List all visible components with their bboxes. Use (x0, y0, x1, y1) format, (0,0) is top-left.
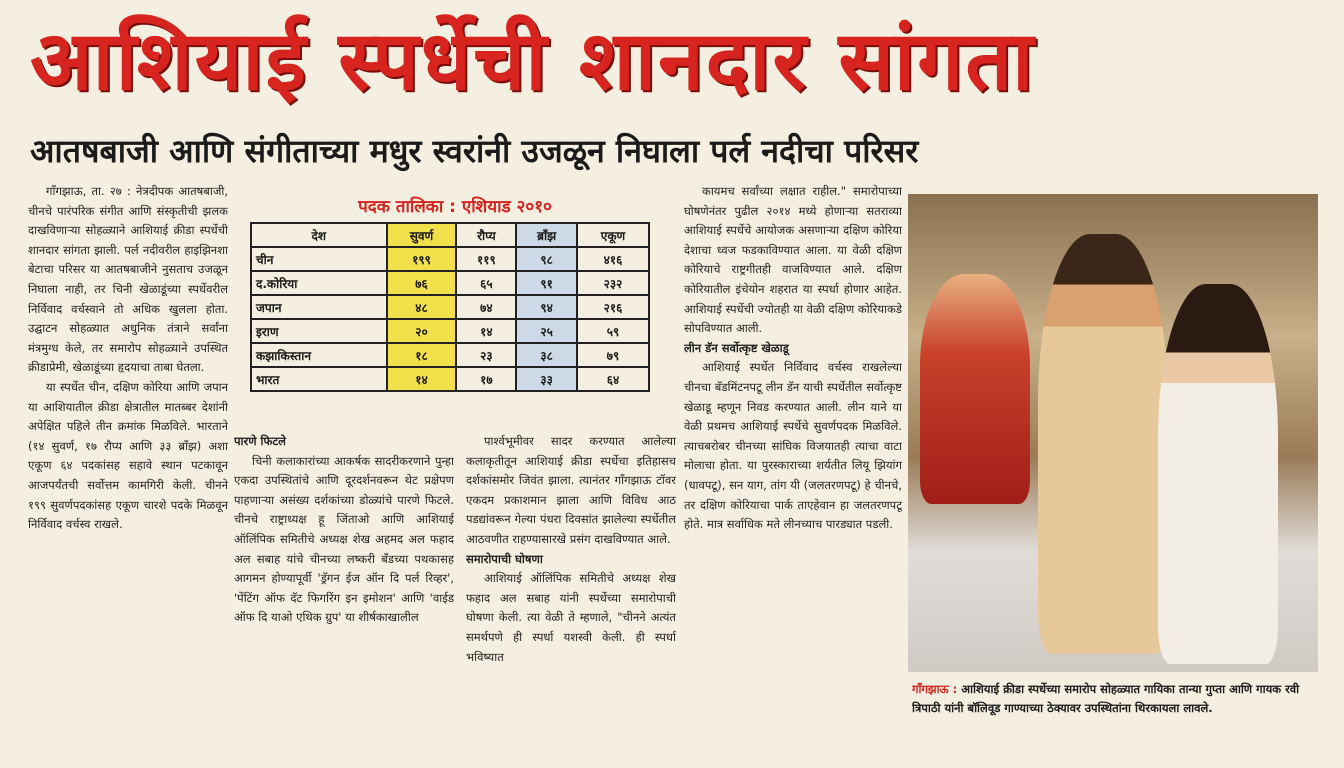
total-cell: २३२ (577, 271, 649, 295)
medal-table-box (250, 192, 660, 418)
medal-table-title: पदक तालिका : एशियाड २०१० (358, 197, 552, 217)
header-bronze: ब्राँझ (516, 223, 577, 247)
total-cell: ७९ (577, 343, 649, 367)
table-header-row (251, 223, 649, 247)
article-column-4 (684, 182, 902, 748)
silver-cell: ७४ (456, 295, 516, 319)
section-heading: पारणे फिटले (234, 434, 286, 448)
bronze-cell: ३३ (516, 367, 577, 391)
table-row (251, 271, 649, 295)
silver-cell: ६५ (456, 271, 516, 295)
total-cell: २१६ (577, 295, 649, 319)
gold-cell: २० (387, 319, 457, 343)
paragraph: आशियाई स्पर्धेत निर्विवाद वर्चस्व राखलेल्या चीनचा बॅडमिंटनपटू लीन डॅन याची स्पर्धेतील सर्वोत्कृष्ट खेळाडू म्हणून निवड करण्यात आली. लीन याने या वेळी प्रथमच आशियाई स्पर्धेचे सुवर्णपदक मिळविले. त्याचबरोबर चीनच्या सांघिक विजयातही त्याचा वाटा मोलाचा होता. या पुरस्काराच्या शर्यतीत लियू झियांग (धावपटू), सन याग, तांग यी (जलतरणपटू) हे चीनचे, तर दक्षिण कोरियाचा पार्क ताएहेवान हा जलतरणपटू होते. मात्र सर्वाधिक मते लीनच्याच पारड्यात पडली. (684, 360, 902, 532)
country-cell: कझाकिस्तान (251, 343, 387, 367)
article-column-1 (28, 182, 228, 748)
bronze-cell: ९८ (516, 247, 577, 271)
male-singer-figure (1038, 234, 1168, 654)
silver-cell: १७ (456, 367, 516, 391)
table-row (251, 295, 649, 319)
article-column-3 (466, 432, 676, 748)
paragraph: चिनी कलाकारांच्या आकर्षक सादरीकरणाने पुन्हा एकदा उपस्थितांचे आणि दूरदर्शनवरून थेट प्रक्षेपण पाहणाऱ्या असंख्य दर्शकांच्या डोळ्यांचे पारणे फिटले. चीनचे राष्ट्राध्यक्ष हू जिंताओ आणि आशियाई ऑलिंपिक समितीचे अध्यक्ष शेख अहमद अल फहाद अल सबाह यांचे चीनच्या लष्करी बँडच्या पथकासह आगमन होण्यापूर्वी 'ड्रॅगन ईज ऑन दि पर्ल रिव्हर', 'पेंटिंग ऑफ दॅट फिगरिंग इन इमोशन' आणि 'वाईड ऑफ दि याओ एथिक ग्रुप' या शीर्षकाखालील (234, 453, 454, 625)
silver-cell: २३ (456, 343, 516, 367)
paragraph: या स्पर्धेत चीन, दक्षिण कोरिया आणि जपान या आशियातील क्रीडा क्षेत्रातील मातब्बर देशांनी अपेक्षित पहिले तीन क्रमांक मिळविले. भारताने (१४ सुवर्ण, १७ रौप्य आणि ३३ ब्राँझ) अशा एकूण ६४ पदकांसह सहावे स्थान पटकावून आजपर्यंतची सर्वोत्तम कामगिरी केली. चीनने १९९ सुवर्णपदकांसह एकूण चारशे पदके मिळवून निर्विवाद वर्चस्व राखले. (28, 379, 228, 532)
table-row (251, 319, 649, 343)
photo-caption (912, 680, 1318, 750)
bronze-cell: २५ (516, 319, 577, 343)
paragraph: गाँगझाऊ, ता. २७ : नेत्रदीपक आतषबाजी, चीनचे पारंपरिक संगीत आणि संस्कृतीची झलक दाखविणाऱ्या सोहळ्याने आशियाई क्रीडा स्पर्धेची शानदार सांगता झाली. पर्ल नदीवरील हाइझिनशा बेटाचा परिसर या आतषबाजीने नुसताच उजळून निघाला नाही, तर चिनी खेळाडूंच्या स्पर्धेवरील निर्विवाद वर्चस्वाने तो अधिक खुलला होता. उद्घाटन सोहळ्यात अधुनिक तंत्राने सर्वांना मंत्रमुग्ध केले, तर समारोप सोहळ्याने उपस्थित क्रीडाप्रेमी, खेळाडूंच्या हृदयाचा ताबा घेतला. (28, 184, 228, 375)
medal-table (250, 222, 650, 392)
country-cell: इराण (251, 319, 387, 343)
bronze-cell: ९१ (516, 271, 577, 295)
section-heading: लीन डॅन सर्वोत्कृष्ट खेळाडू (684, 340, 789, 355)
subheadline: आतषबाजी आणि संगीताच्या मधुर स्वरांनी उजळून निघाला पर्ल नदीचा परिसर (30, 132, 919, 170)
gold-cell: १४ (387, 367, 457, 391)
gold-cell: ७६ (387, 271, 457, 295)
header-silver: रौप्य (456, 223, 516, 247)
bronze-cell: ९४ (516, 295, 577, 319)
section-heading: समारोपाची घोषणा (466, 551, 543, 566)
silver-cell: १४ (456, 319, 516, 343)
paragraph: पार्श्वभूमीवर सादर करण्यात आलेल्या कलाकृतीतून आशियाई क्रीडा स्पर्धेचा इतिहासच दर्शकांसमोर जिवंत झाला. त्यानंतर गाँगझाऊ टॉवर एकदम प्रकाशमान झाला आणि विविध आठ पडद्यांवरून गेल्या पंधरा दिवसांत झालेल्या स्पर्धेतील आठवणीत राहण्यासारखे प्रसंग दाखविण्यात आले. (466, 434, 676, 546)
header-total: एकूण (577, 223, 649, 247)
header-country: देश (251, 223, 387, 247)
table-row (251, 367, 649, 391)
caption-place: गाँगझाऊ : (912, 682, 958, 696)
bronze-cell: ३८ (516, 343, 577, 367)
caption-text: आशियाई क्रीडा स्पर्धेच्या समारोप सोहळ्यात गायिका तान्या गुप्ता आणि गायक रवी त्रिपाठी यांनी बॉलिवूड गाण्याच्या ठेक्यावर उपस्थितांना थिरकायला लावले. (912, 682, 1300, 715)
headline: आशियाई स्पर्धेची शानदार सांगता (30, 14, 1036, 109)
gold-cell: ४८ (387, 295, 457, 319)
paragraph: कायमच सर्वांच्या लक्षात राहील." समारोपाच्या घोषणेनंतर पुढील २०१४ मध्ये होणाऱ्या सतराव्या आशियाई स्पर्धेचे आयोजक असणाऱ्या दक्षिण कोरिया देशाचा ध्वज फडकाविण्यात आला. या वेळी दक्षिण कोरियाचे राष्ट्रगीतही वाजविण्यात आले. दक्षिण कोरियातील इंचेयोन शहरात या स्पर्धा होणार आहेत. आशियाई स्पर्धेची ज्योतही या वेळी दक्षिण कोरियाकडे सोपविण्यात आली. (684, 184, 902, 336)
paragraph: आशियाई ऑलिंपिक समितीचे अध्यक्ष शेख फहाद अल सबाह यांनी स्पर्धेच्या समारोपाची घोषणा केली. त्या वेळी ते म्हणाले, "चीनने अत्यंत समर्थपणे ही स्पर्धा यशस्वी केली. ही स्पर्धा भविष्यात (466, 571, 676, 664)
female-singer-figure (1158, 284, 1278, 664)
gold-cell: १९९ (387, 247, 457, 271)
country-cell: द.कोरिया (251, 271, 387, 295)
silver-cell: ११९ (456, 247, 516, 271)
country-cell: जपान (251, 295, 387, 319)
table-row (251, 247, 649, 271)
dancer-figure (920, 274, 1030, 504)
total-cell: ६४ (577, 367, 649, 391)
article-column-2 (234, 432, 454, 748)
country-cell: भारत (251, 367, 387, 391)
country-cell: चीन (251, 247, 387, 271)
total-cell: ४१६ (577, 247, 649, 271)
header-gold: सुवर्ण (387, 223, 457, 247)
news-photo (908, 194, 1318, 672)
table-row (251, 343, 649, 367)
gold-cell: १८ (387, 343, 457, 367)
total-cell: ५९ (577, 319, 649, 343)
